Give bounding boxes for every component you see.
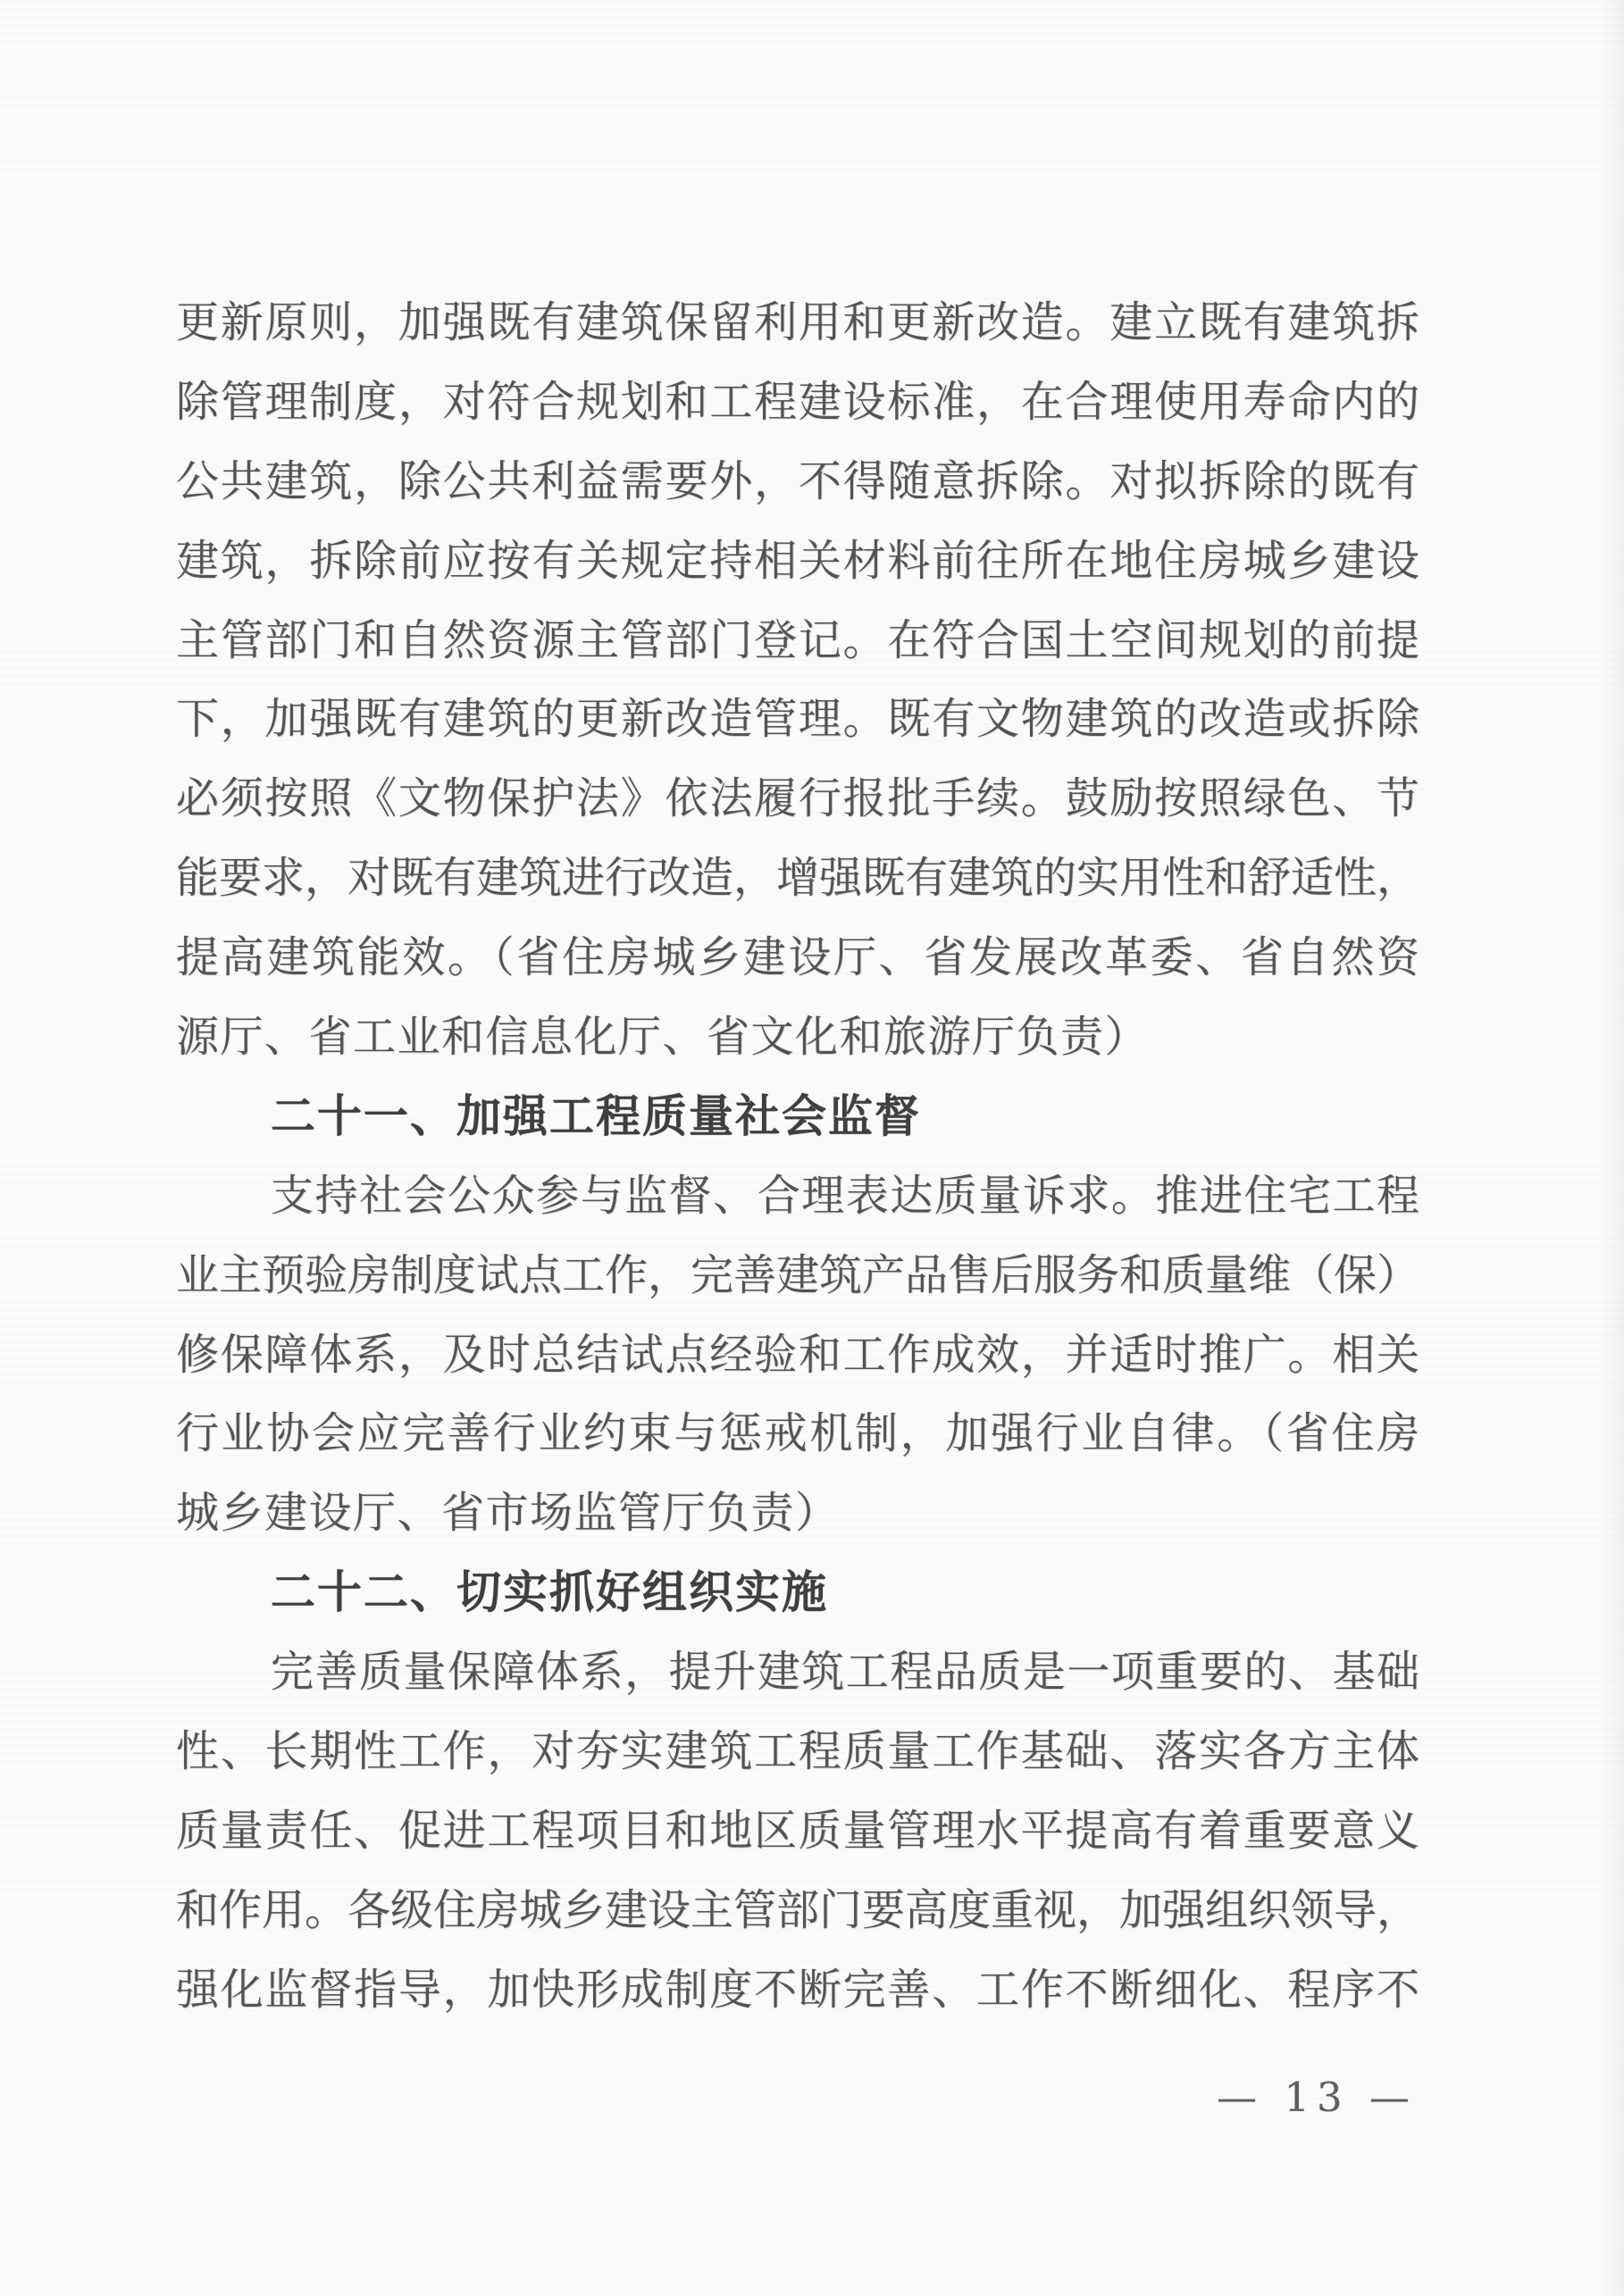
text-line: 公共建筑，除公共利益需要外，不得随意拆除。对拟拆除的既有 <box>176 455 1419 506</box>
text-block <box>176 283 1419 2030</box>
text-line: 支持社会公众参与监督、合理表达质量诉求。推进住宅工程 <box>271 1170 1419 1221</box>
text-line: 完善质量保障体系，提升建筑工程品质是一项重要的、基础 <box>271 1647 1419 1698</box>
section-heading-22: 二十二、切实抓好组织实施 <box>271 1566 828 1619</box>
text-line: 性、长期性工作，对夯实建筑工程质量工作基础、落实各方主体 <box>176 1726 1419 1777</box>
text-line: 质量责任、促进工程项目和地区质量管理水平提高有着重要意义 <box>176 1805 1419 1856</box>
text-line: 必须按照《文物保护法》依法履行报批手续。鼓励按照绿色、节 <box>176 773 1419 824</box>
text-line: 除管理制度，对符合规划和工程建设标准，在合理使用寿命内的 <box>176 376 1419 427</box>
text-line: 下，加强既有建筑的更新改造管理。既有文物建筑的改造或拆除 <box>176 694 1419 745</box>
text-line: 修保障体系，及时总结试点经验和工作成效，并适时推广。相关 <box>176 1329 1419 1380</box>
text-line: 业主预验房制度试点工作，完善建筑产品售后服务和质量维（保） <box>176 1249 1420 1300</box>
text-line: 源厅、省工业和信息化厅、省文化和旅游厅负责） <box>176 1012 1150 1063</box>
text-line: 城乡建设厅、省市场监管厅负责） <box>176 1488 840 1539</box>
section-heading-21: 二十一、加强工程质量社会监督 <box>271 1090 921 1142</box>
text-line: 强化监督指导，加快形成制度不断完善、工作不断细化、程序不 <box>176 1964 1419 2015</box>
text-line: 建筑，拆除前应按有关规定持相关材料前往所在地住房城乡建设 <box>176 535 1419 586</box>
text-line: 和作用。各级住房城乡建设主管部门要高度重视，加强组织领导， <box>176 1884 1420 1935</box>
text-line: 主管部门和自然资源主管部门登记。在符合国土空间规划的前提 <box>176 614 1419 665</box>
text-line: 能要求，对既有建筑进行改造，增强既有建筑的实用性和舒适性， <box>176 853 1420 904</box>
text-line: 更新原则，加强既有建筑保留利用和更新改造。建立既有建筑拆 <box>176 297 1419 347</box>
text-line: 提高建筑能效。（省住房城乡建设厅、省发展改革委、省自然资 <box>176 932 1419 983</box>
text-line: 行业协会应完善行业约束与惩戒机制，加强行业自律。（省住房 <box>176 1408 1419 1459</box>
page-number: — 13 — <box>1217 2074 1417 2121</box>
